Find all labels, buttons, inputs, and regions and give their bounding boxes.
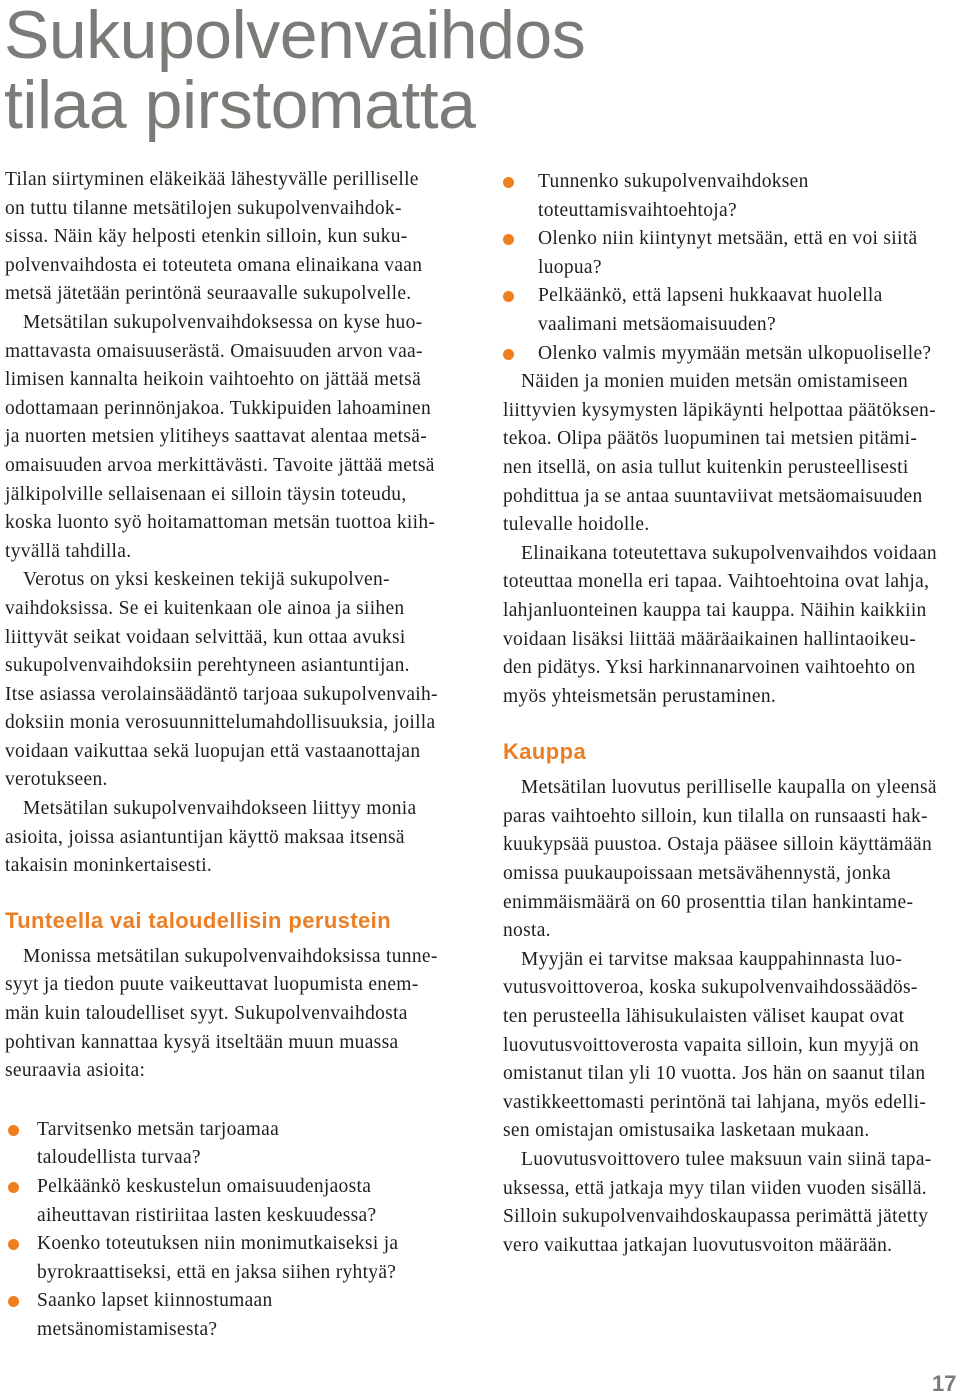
text-line: vaihdoksissa. Se ei kuitenkaan ole ainoa ja siihen	[5, 597, 405, 619]
paragraph	[5, 166, 457, 309]
text-line: vastikkeettomasti perintönä tai lahjana, myös edelli-	[503, 1091, 927, 1113]
text-line: koska luonto syö hoitamattoman metsän tuottoa kiih-	[5, 512, 436, 534]
bullet-dot-icon	[503, 234, 514, 245]
paragraph	[5, 943, 457, 1086]
text-line: Olenko niin kiintynyt metsään, että en voi siitä	[538, 228, 918, 250]
paragraph	[503, 946, 955, 1146]
text-line: vaalimani metsäomaisuuden?	[538, 313, 776, 335]
text-line: uksessa, että jatkaja myy tilan viiden vuoden sisällä.	[503, 1177, 927, 1199]
text-line: takaisin moninkertaisesti.	[5, 855, 213, 877]
text-line: Monissa metsätilan sukupolvenvaihdoksissa tunne-	[23, 945, 438, 967]
text-line: tulevalle hoidolle.	[503, 514, 650, 536]
text-line: Tilan siirtyminen eläkeikää lähestyvälle perilliselle	[5, 169, 419, 190]
text-line: omistanut tilan yli 10 vuotta. Jos hän on saanut tilan	[503, 1063, 926, 1085]
text-line: metsä jätetään perintönä seuraavalle sukupolvelle.	[5, 283, 412, 305]
text-line: jälkipolville sellaisenaan ei silloin täysin toteudu,	[5, 483, 407, 505]
text-line: doksiin monia verosuunnittelumahdollisuuksia, joilla	[5, 712, 436, 734]
page-number: 17	[932, 1371, 957, 1395]
text-line: luovutusvoittoverosta vapaita silloin, kun myyjä on	[503, 1034, 920, 1056]
text-line: Luovutusvoittovero tulee maksuun vain siinä tapa-	[521, 1149, 932, 1170]
text-line: byrokraattiseksi, että en jaksa siihen ryhtyä?	[37, 1261, 397, 1283]
bullet-dot-icon	[8, 1296, 19, 1307]
text-line: seuraavia asioita:	[5, 1060, 146, 1082]
text-line: odottamaan perinnönjakoa. Tukkipuiden lahoaminen	[5, 397, 431, 419]
text-line: liittyvät seikat voidaan selvittää, kun ottaa avuksi	[5, 626, 406, 648]
page-title-line: Sukupolvenvaihdos	[4, 0, 586, 73]
text-line: Tarvitsenko metsän tarjoamaa	[37, 1118, 280, 1140]
text-line: paras vaihtoehto silloin, kun tilalla on runsaasti hak-	[503, 805, 928, 827]
bullet-item	[503, 340, 955, 369]
text-line: asioita, joissa asiantuntijan käyttö maksaa itsensä	[5, 826, 405, 848]
section-heading: Tunteella vai taloudellisin perustein	[5, 907, 392, 933]
page-title-line: tilaa pirstomatta	[4, 67, 476, 143]
text-line: polvenvaihdosta ei toteuteta omana elinaikana vaan	[5, 254, 423, 276]
bullet-list	[5, 1116, 457, 1345]
text-line: luopua?	[538, 256, 602, 278]
bullet-dot-icon	[503, 349, 514, 360]
text-line: män kuin taloudelliset syyt. Sukupolvenvaihdosta	[5, 1003, 408, 1025]
text-line: tyvällä tahdilla.	[5, 540, 132, 562]
text-line: sissa. Näin käy helposti etenkin silloin, kun suku-	[5, 226, 408, 248]
paragraph	[503, 540, 955, 712]
right-column	[503, 168, 955, 1260]
text-line: Pelkäänkö keskustelun omaisuudenjaosta	[37, 1176, 372, 1197]
text-line: myös yhteismetsän perustaminen.	[503, 685, 777, 707]
text-line: ten perusteella lähisukulaisten väliset kaupat ovat	[503, 1006, 905, 1028]
text-line: Metsätilan sukupolvenvaihdokseen liittyy monia	[23, 798, 417, 820]
paragraph	[5, 309, 457, 566]
text-line: syyt ja tiedon puute vaikeuttavat luopumista enem-	[5, 974, 419, 996]
text-line: taloudellista turvaa?	[37, 1147, 201, 1169]
text-line: voidaan vaikuttaa sekä luopujan että vastaanottajan	[5, 740, 421, 762]
text-line: kuukypsää puustoa. Ostaja pääsee silloin käyttämään	[503, 834, 933, 856]
bullet-item	[503, 225, 955, 282]
bullet-list	[503, 168, 955, 368]
text-line: sukupolvenvaihdoksiin perehtyneen asiantuntijan.	[5, 655, 410, 677]
text-line: verotukseen.	[5, 769, 108, 791]
text-line: Silloin sukupolvenvaihdoskaupassa perimättä jätetty	[503, 1206, 929, 1228]
bullet-dot-icon	[8, 1125, 19, 1136]
text-line: enimmäismäärä on 60 prosenttia tilan hankintame-	[503, 891, 914, 913]
left-column	[5, 166, 457, 1345]
text-line: mattavasta omaisuuserästä. Omaisuuden arvon vaa-	[5, 340, 423, 362]
bullet-dot-icon	[503, 291, 514, 302]
text-line: Verotus on yksi keskeinen tekijä sukupolven-	[23, 569, 390, 591]
section-heading: Kauppa	[503, 739, 587, 765]
bullet-item	[5, 1287, 457, 1344]
text-line: Elinaikana toteutettava sukupolvenvaihdos voidaan	[521, 542, 937, 564]
text-line: Näiden ja monien muiden metsän omistamiseen	[521, 371, 909, 393]
text-line: Saanko lapset kiinnostumaan	[37, 1290, 273, 1312]
bullet-item	[5, 1173, 457, 1230]
text-line: vutusvoittoveroa, koska sukupolvenvaihdossäädös-	[503, 977, 918, 999]
paragraph	[503, 774, 955, 946]
text-line: lahjanluonteinen kauppa tai kauppa. Näihin kaikkiin	[503, 599, 927, 621]
text-line: Koenko toteutuksen niin monimutkaiseksi ja	[37, 1233, 399, 1255]
text-line: ja nuorten metsien ylitiheys saattavat alentaa metsä-	[5, 426, 428, 448]
bullet-dot-icon	[503, 177, 514, 188]
bullet-item	[503, 168, 955, 225]
text-line: toteuttamisvaihtoehtoja?	[538, 199, 737, 221]
text-line: Myyjän ei tarvitse maksaa kauppahinnasta luo-	[521, 948, 903, 970]
text-line: Tunnenko sukupolvenvaihdoksen	[538, 171, 809, 192]
bullet-dot-icon	[8, 1239, 19, 1250]
paragraph	[5, 795, 457, 881]
bullet-item	[503, 282, 955, 339]
text-line: Itse asiassa verolainsäädäntö tarjoaa sukupolvenvaih-	[5, 683, 438, 705]
text-line: vero vaikuttaa jatkajan luovutusvoiton määrään.	[503, 1234, 893, 1256]
text-line: den pidätys. Yksi harkinnanarvoinen vaihtoehto on	[503, 657, 916, 679]
text-line: tekoa. Olipa päätös luopuminen tai metsien pitämi-	[503, 428, 918, 450]
paragraph	[503, 1146, 955, 1260]
text-line: Metsätilan luovutus perilliselle kaupalla on yleensä	[521, 777, 937, 799]
text-line: aiheuttavan ristiriitaa lasten keskuudessa?	[37, 1204, 377, 1226]
text-line: Metsätilan sukupolvenvaihdoksessa on kyse huo-	[23, 311, 423, 333]
text-line: metsänomistamisesta?	[37, 1318, 218, 1340]
paragraph	[503, 368, 955, 540]
paragraph	[5, 566, 457, 795]
text-line: pohtivan kannattaa kysyä itseltään muun muassa	[5, 1031, 399, 1053]
text-line: nen itsellä, on asia tullut kuitenkin perusteellisesti	[503, 456, 909, 478]
text-line: voidaan lisäksi liittää määräaikainen hallintaoikeu-	[503, 628, 917, 650]
text-line: on tuttu tilanne metsätilojen sukupolvenvaihdok-	[5, 197, 402, 219]
text-line: pohdittua ja se antaa suuntaviivat metsäomaisuuden	[503, 485, 923, 507]
text-line: Pelkäänkö, että lapseni hukkaavat huolella	[538, 285, 883, 307]
text-line: limisen kannalta heikoin vaihtoehto on jättää metsä	[5, 369, 422, 391]
bullet-dot-icon	[8, 1182, 19, 1193]
text-line: liittyvien kysymysten läpikäynti helpottaa päätöksen-	[503, 399, 936, 421]
bullet-item	[5, 1230, 457, 1287]
text-line: nosta.	[503, 920, 551, 942]
text-line: sen omistajan omistusaika lasketaan mukaan.	[503, 1120, 870, 1142]
text-line: omaisuuden arvoa merkittävästi. Tavoite jättää metsä	[5, 454, 435, 476]
bullet-item	[5, 1116, 457, 1173]
text-line: Olenko valmis myymään metsän ulkopuoliselle?	[538, 342, 932, 364]
text-line: omissa puukaupoissaan metsävähennystä, jonka	[503, 863, 891, 885]
text-line: toteuttaa monella eri tapaa. Vaihtoehtoina ovat lahja,	[503, 571, 930, 593]
page-title	[4, 0, 586, 143]
